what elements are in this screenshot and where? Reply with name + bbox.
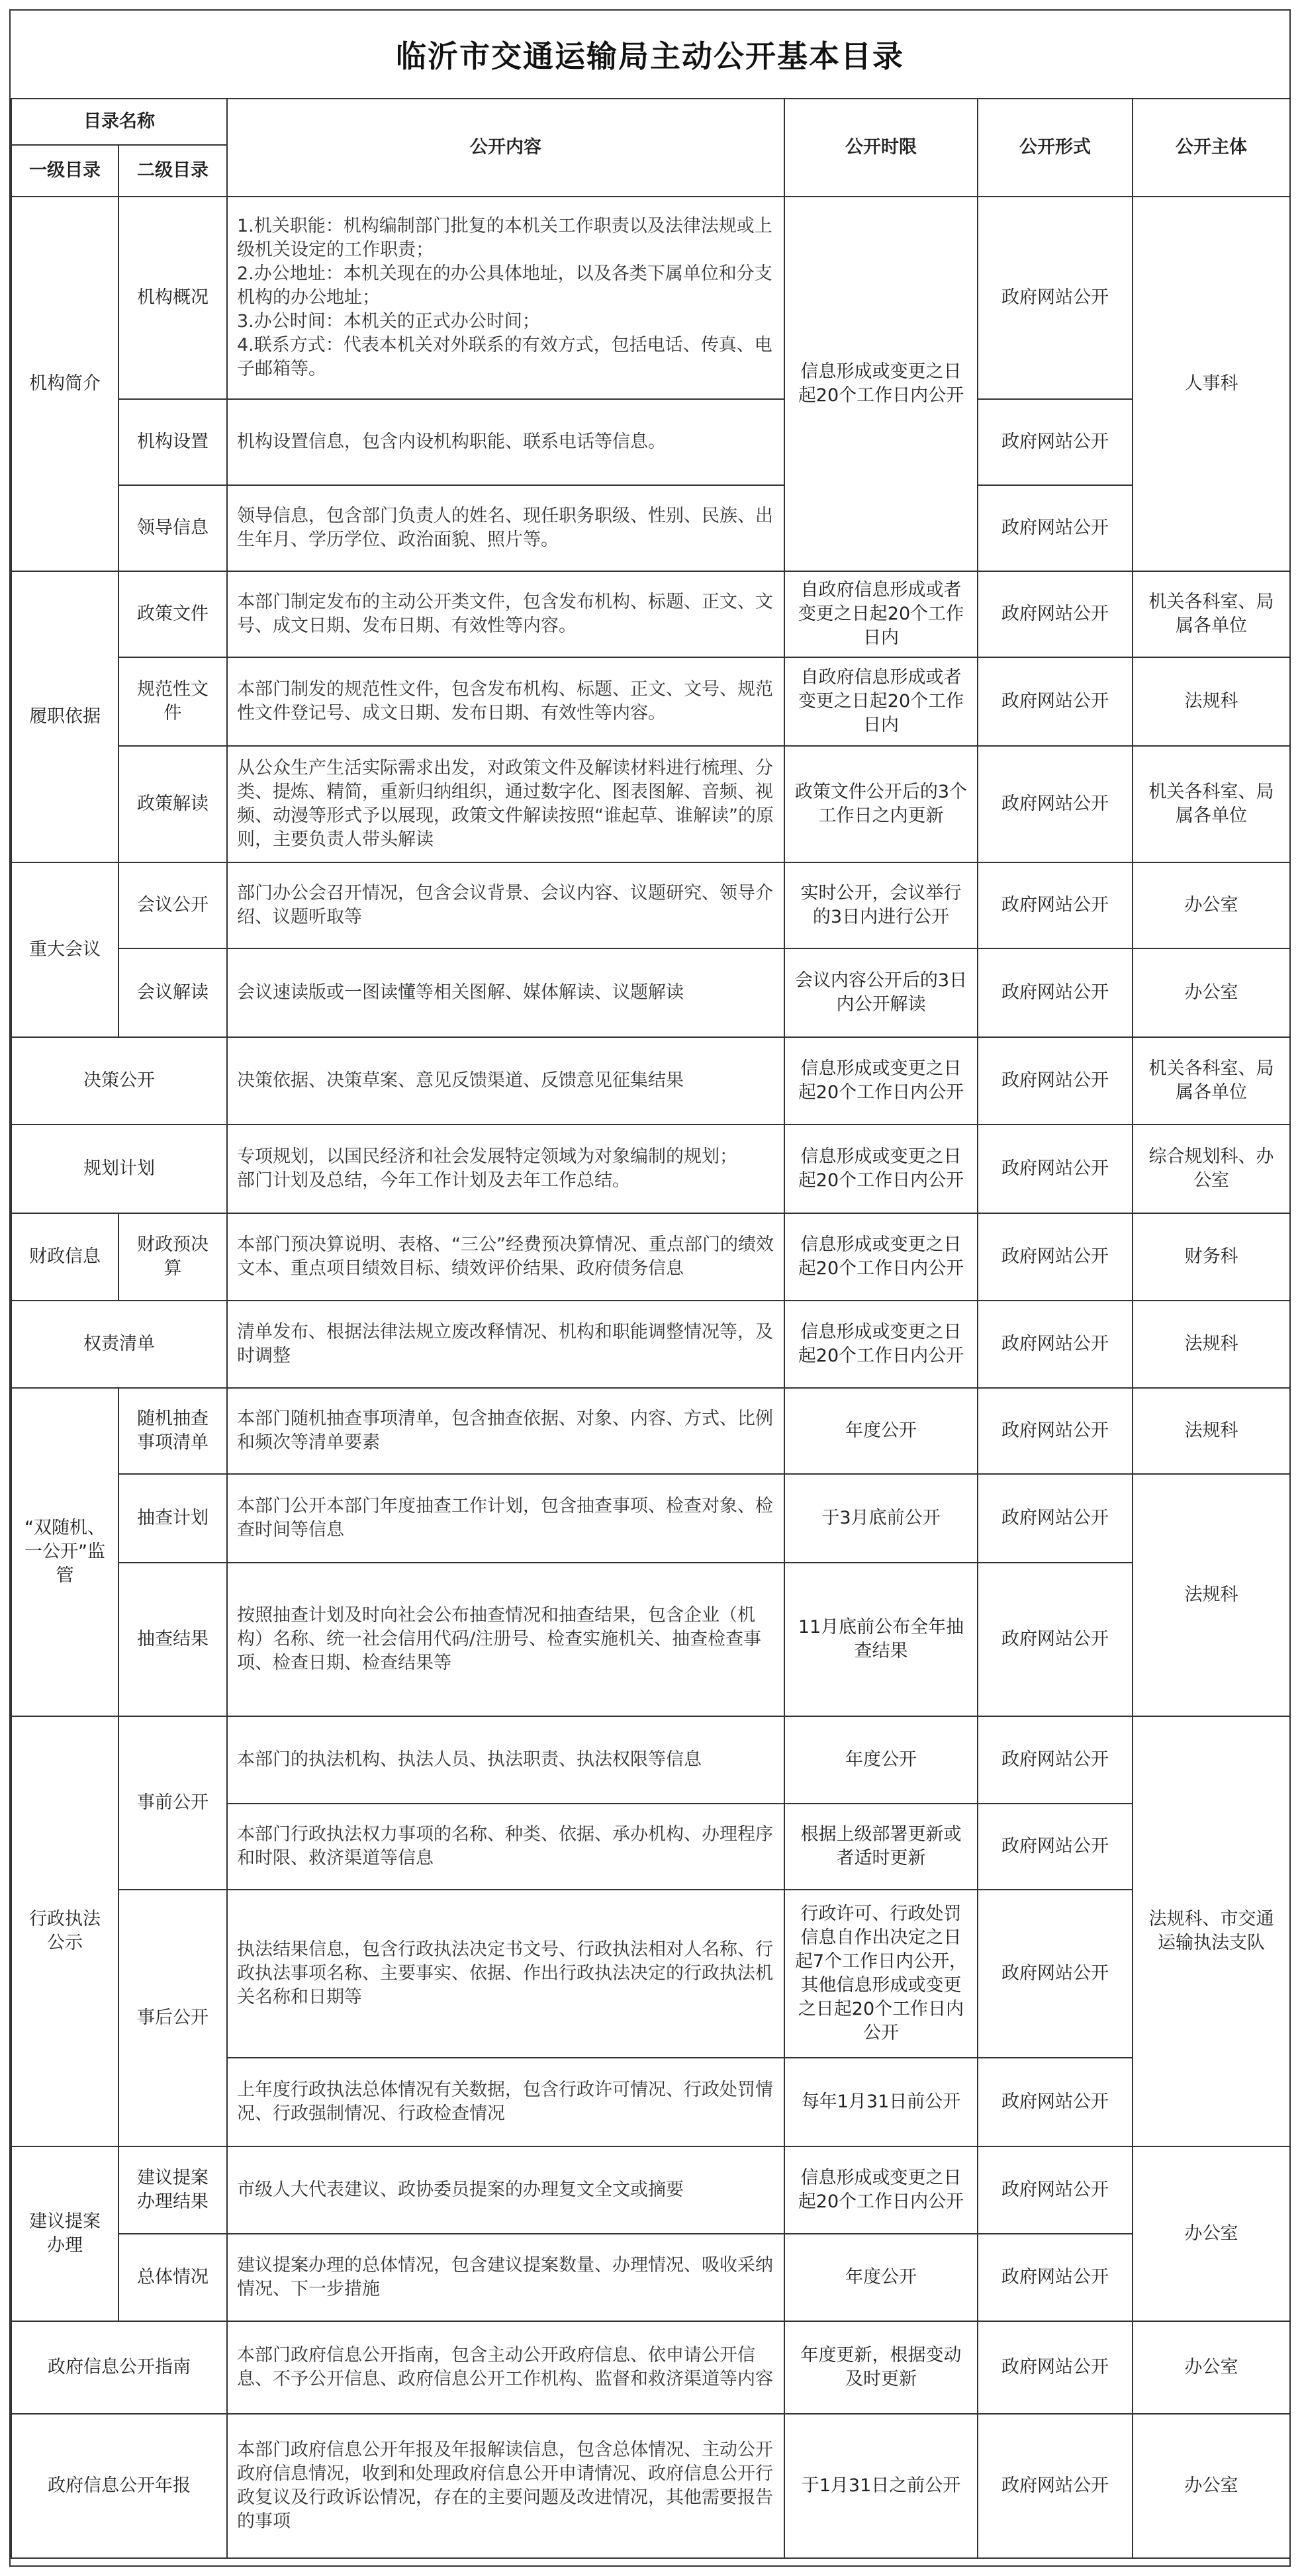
time-cell: 信息形成或变更之日起20个工作日内公开 [784, 1037, 978, 1125]
table-row [11, 1388, 1290, 1474]
content-cell: 决策依据、决策草案、意见反馈渠道、反馈意见征集结果 [227, 1037, 784, 1125]
table-row [11, 1301, 1290, 1388]
time-cell: 于3月底前公开 [784, 1474, 978, 1563]
subject-cell: 人事科 [1133, 197, 1290, 571]
header-form: 公开形式 [978, 99, 1133, 197]
level1-cell: 履职依据 [11, 571, 118, 862]
form-cell: 政府网站公开 [978, 657, 1133, 746]
table-row [11, 1716, 1290, 1804]
time-cell: 自政府信息形成或者变更之日起20个工作日内 [784, 657, 978, 746]
table-row [11, 2234, 1290, 2321]
form-cell: 政府网站公开 [978, 1037, 1133, 1125]
header-level2: 二级目录 [118, 145, 227, 197]
level1-cell: “双随机、一公开”监管 [11, 1388, 118, 1716]
time-cell: 信息形成或变更之日起20个工作日内公开 [784, 197, 978, 571]
table-row [11, 1125, 1290, 1213]
content-cell: 执法结果信息，包含行政执法决定书文号、行政执法相对人名称、行政执法事项名称、主要事实、依据、作出行政执法决定的行政执法机关名称和日期等 [227, 1890, 784, 2058]
time-cell: 会议内容公开后的3日内公开解读 [784, 948, 978, 1037]
level1-cell: 机构简介 [11, 197, 118, 571]
header-time: 公开时限 [784, 99, 978, 197]
level2-cell: 事前公开 [118, 1716, 227, 1890]
form-cell: 政府网站公开 [978, 2234, 1133, 2321]
form-cell: 政府网站公开 [978, 1474, 1133, 1563]
content-cell: 按照抽查计划及时向社会公布抽查情况和抽查结果，包含企业（机构）名称、统一社会信用代码/注册号、检查实施机关、抽查检查事项、检查日期、检查结果等 [227, 1563, 784, 1716]
table-row [11, 485, 1290, 571]
header-subject: 公开主体 [1133, 99, 1290, 197]
level2-cell: 建议提案办理结果 [118, 2146, 227, 2234]
content-cell: 本部门政府信息公开指南，包含主动公开政府信息、依申请公开信息、不予公开信息、政府信息公开工作机构、监督和救济渠道等内容 [227, 2321, 784, 2414]
header-content: 公开内容 [227, 99, 784, 197]
time-cell: 信息形成或变更之日起20个工作日内公开 [784, 1301, 978, 1388]
table-row [11, 2146, 1290, 2234]
time-cell: 自政府信息形成或者变更之日起20个工作日内 [784, 571, 978, 657]
form-cell: 政府网站公开 [978, 862, 1133, 948]
table-row [11, 1474, 1290, 1563]
content-cell: 从公众生产生活实际需求出发，对政策文件及解读材料进行梳理、分类、提炼、精简，重新归纳组织，通过数字化、图表图解、音频、视频、动漫等形式予以展现，政策文件解读按照“谁起草、谁解读”的原则，主要负责人带头解读 [227, 746, 784, 862]
form-cell: 政府网站公开 [978, 1301, 1133, 1388]
document-page [9, 9, 1291, 2567]
page-title: 临沂市交通运输局主动公开基本目录 [396, 38, 904, 74]
level2-cell: 总体情况 [118, 2234, 227, 2321]
form-cell: 政府网站公开 [978, 2146, 1133, 2234]
table-row [11, 2321, 1290, 2414]
level2-cell: 抽查结果 [118, 1563, 227, 1716]
header-catalog: 目录名称 [11, 99, 227, 145]
subject-cell: 办公室 [1133, 2414, 1290, 2558]
subject-cell: 机关各科室、局属各单位 [1133, 571, 1290, 657]
form-cell: 政府网站公开 [978, 746, 1133, 862]
form-cell: 政府网站公开 [978, 1804, 1133, 1890]
table-row [11, 1037, 1290, 1125]
table-row [11, 746, 1290, 862]
time-cell: 政策文件公开后的3个工作日之内更新 [784, 746, 978, 862]
table-row [11, 862, 1290, 948]
content-cell: 机构设置信息，包含内设机构职能、联系电话等信息。 [227, 399, 784, 485]
table-row [11, 1213, 1290, 1301]
level2-cell: 抽查计划 [118, 1474, 227, 1563]
level2-cell: 财政预决算 [118, 1213, 227, 1301]
form-cell: 政府网站公开 [978, 1125, 1133, 1213]
content-cell: 本部门随机抽查事项清单，包含抽查依据、对象、内容、方式、比例和频次等清单要素 [227, 1388, 784, 1474]
content-cell: 市级人大代表建议、政协委员提案的办理复文全文或摘要 [227, 2146, 784, 2234]
time-cell: 年度公开 [784, 2234, 978, 2321]
content-cell: 本部门政府信息公开年报及年报解读信息，包含总体情况、主动公开政府信息情况，收到和处理政府信息公开申请情况、政府信息公开行政复议及行政诉讼情况，存在的主要问题及改进情况，其他需要报告的事项 [227, 2414, 784, 2558]
subject-cell: 法规科 [1133, 1474, 1290, 1716]
form-cell: 政府网站公开 [978, 1388, 1133, 1474]
level2-cell: 政策文件 [118, 571, 227, 657]
content-cell: 清单发布、根据法律法规立废改释情况、机构和职能调整情况等，及时调整 [227, 1301, 784, 1388]
level1-cell: 财政信息 [11, 1213, 118, 1301]
table-row [11, 571, 1290, 657]
form-cell: 政府网站公开 [978, 197, 1133, 399]
content-cell: 本部门预决算说明、表格、“三公”经费预决算情况、重点部门的绩效文本、重点项目绩效目标、绩效评价结果、政府债务信息 [227, 1213, 784, 1301]
content-cell: 部门办公会召开情况，包含会议背景、会议内容、议题研究、领导介绍、议题听取等 [227, 862, 784, 948]
content-cell: 会议速读版或一图读懂等相关图解、媒体解读、议题解读 [227, 948, 784, 1037]
table-row [11, 1890, 1290, 2058]
form-cell: 政府网站公开 [978, 2321, 1133, 2414]
level1-cell: 权责清单 [11, 1301, 227, 1388]
content-cell: 本部门公开本部门年度抽查工作计划，包含抽查事项、检查对象、检查时间等信息 [227, 1474, 784, 1563]
subject-cell: 法规科、市交通运输执法支队 [1133, 1716, 1290, 2146]
subject-cell: 办公室 [1133, 2321, 1290, 2414]
table-row [11, 948, 1290, 1037]
time-cell: 行政许可、行政处罚信息自作出决定之日起7个工作日内公开，其他信息形成或变更之日起20个工作日内公开 [784, 1890, 978, 2058]
form-cell: 政府网站公开 [978, 571, 1133, 657]
level2-cell: 会议公开 [118, 862, 227, 948]
subject-cell: 法规科 [1133, 657, 1290, 746]
level1-cell: 建议提案办理 [11, 2146, 118, 2321]
time-cell: 信息形成或变更之日起20个工作日内公开 [784, 1125, 978, 1213]
level2-cell: 随机抽查事项清单 [118, 1388, 227, 1474]
level1-cell: 决策公开 [11, 1037, 227, 1125]
form-cell: 政府网站公开 [978, 1716, 1133, 1804]
time-cell: 根据上级部署更新或者适时更新 [784, 1804, 978, 1890]
form-cell: 政府网站公开 [978, 1563, 1133, 1716]
form-cell: 政府网站公开 [978, 2414, 1133, 2558]
subject-cell: 机关各科室、局属各单位 [1133, 1037, 1290, 1125]
subject-cell: 法规科 [1133, 1388, 1290, 1474]
content-cell: 本部门制发的规范性文件，包含发布机构、标题、正文、文号、规范性文件登记号、成文日期、发布日期、有效性等内容。 [227, 657, 784, 746]
subject-cell: 法规科 [1133, 1301, 1290, 1388]
form-cell: 政府网站公开 [978, 948, 1133, 1037]
subject-cell: 办公室 [1133, 2146, 1290, 2321]
level1-cell: 政府信息公开指南 [11, 2321, 227, 2414]
form-cell: 政府网站公开 [978, 399, 1133, 485]
content-cell: 本部门的执法机构、执法人员、执法职责、执法权限等信息 [227, 1716, 784, 1804]
content-cell: 本部门制定发布的主动公开类文件，包含发布机构、标题、正文、文号、成文日期、发布日期、有效性等内容。 [227, 571, 784, 657]
time-cell: 年度公开 [784, 1388, 978, 1474]
level2-cell: 领导信息 [118, 485, 227, 571]
subject-cell: 财务科 [1133, 1213, 1290, 1301]
level1-cell: 政府信息公开年报 [11, 2414, 227, 2558]
time-cell: 年度公开 [784, 1716, 978, 1804]
form-cell: 政府网站公开 [978, 2058, 1133, 2146]
content-cell: 上年度行政执法总体情况有关数据，包含行政许可情况、行政处罚情况、行政强制情况、行政检查情况 [227, 2058, 784, 2146]
table-row [11, 399, 1290, 485]
table-row [11, 1563, 1290, 1716]
level2-cell: 机构概况 [118, 197, 227, 399]
form-cell: 政府网站公开 [978, 1213, 1133, 1301]
level2-cell: 会议解读 [118, 948, 227, 1037]
level2-cell: 机构设置 [118, 399, 227, 485]
time-cell: 11月底前公布全年抽查结果 [784, 1563, 978, 1716]
time-cell: 信息形成或变更之日起20个工作日内公开 [784, 2146, 978, 2234]
content-cell: 领导信息，包含部门负责人的姓名、现任职务职级、性别、民族、出生年月、学历学位、政治面貌、照片等。 [227, 485, 784, 571]
subject-cell: 办公室 [1133, 862, 1290, 948]
content-cell: 1.机关职能：机构编制部门批复的本机关工作职责以及法律法规或上级机关设定的工作职责； 2.办公地址：本机关现在的办公具体地址，以及各类下属单位和分支机构的办公地址； 3.办公时间：本机关的正式办公时间； 4.联系方式：代表本机关对外联系的有效方式，包括电话、传真、电子邮箱等。 [227, 197, 784, 399]
time-cell: 于1月31日之前公开 [784, 2414, 978, 2558]
subject-cell: 机关各科室、局属各单位 [1133, 746, 1290, 862]
content-cell: 本部门行政执法权力事项的名称、种类、依据、承办机构、办理程序和时限、救济渠道等信息 [227, 1804, 784, 1890]
catalog-table [11, 98, 1291, 2559]
time-cell: 每年1月31日前公开 [784, 2058, 978, 2146]
level2-cell: 政策解读 [118, 746, 227, 862]
level1-cell: 重大会议 [11, 862, 118, 1037]
level1-cell: 规划计划 [11, 1125, 227, 1213]
level2-cell: 事后公开 [118, 1890, 227, 2146]
form-cell: 政府网站公开 [978, 1890, 1133, 2058]
level2-cell: 规范性文件 [118, 657, 227, 746]
content-cell: 专项规划，以国民经济和社会发展特定领域为对象编制的规划； 部门计划及总结，今年工作计划及去年工作总结。 [227, 1125, 784, 1213]
header-level1: 一级目录 [11, 145, 118, 197]
level1-cell: 行政执法公示 [11, 1716, 118, 2146]
time-cell: 年度更新，根据变动及时更新 [784, 2321, 978, 2414]
time-cell: 信息形成或变更之日起20个工作日内公开 [784, 1213, 978, 1301]
time-cell: 实时公开，会议举行的3日内进行公开 [784, 862, 978, 948]
content-cell: 建议提案办理的总体情况，包含建议提案数量、办理情况、吸收采纳情况、下一步措施 [227, 2234, 784, 2321]
table-row [11, 197, 1290, 399]
table-row [11, 657, 1290, 746]
form-cell: 政府网站公开 [978, 485, 1133, 571]
table-row [11, 2414, 1290, 2558]
table-header-row [11, 99, 1290, 145]
subject-cell: 办公室 [1133, 948, 1290, 1037]
subject-cell: 综合规划科、办公室 [1133, 1125, 1290, 1213]
